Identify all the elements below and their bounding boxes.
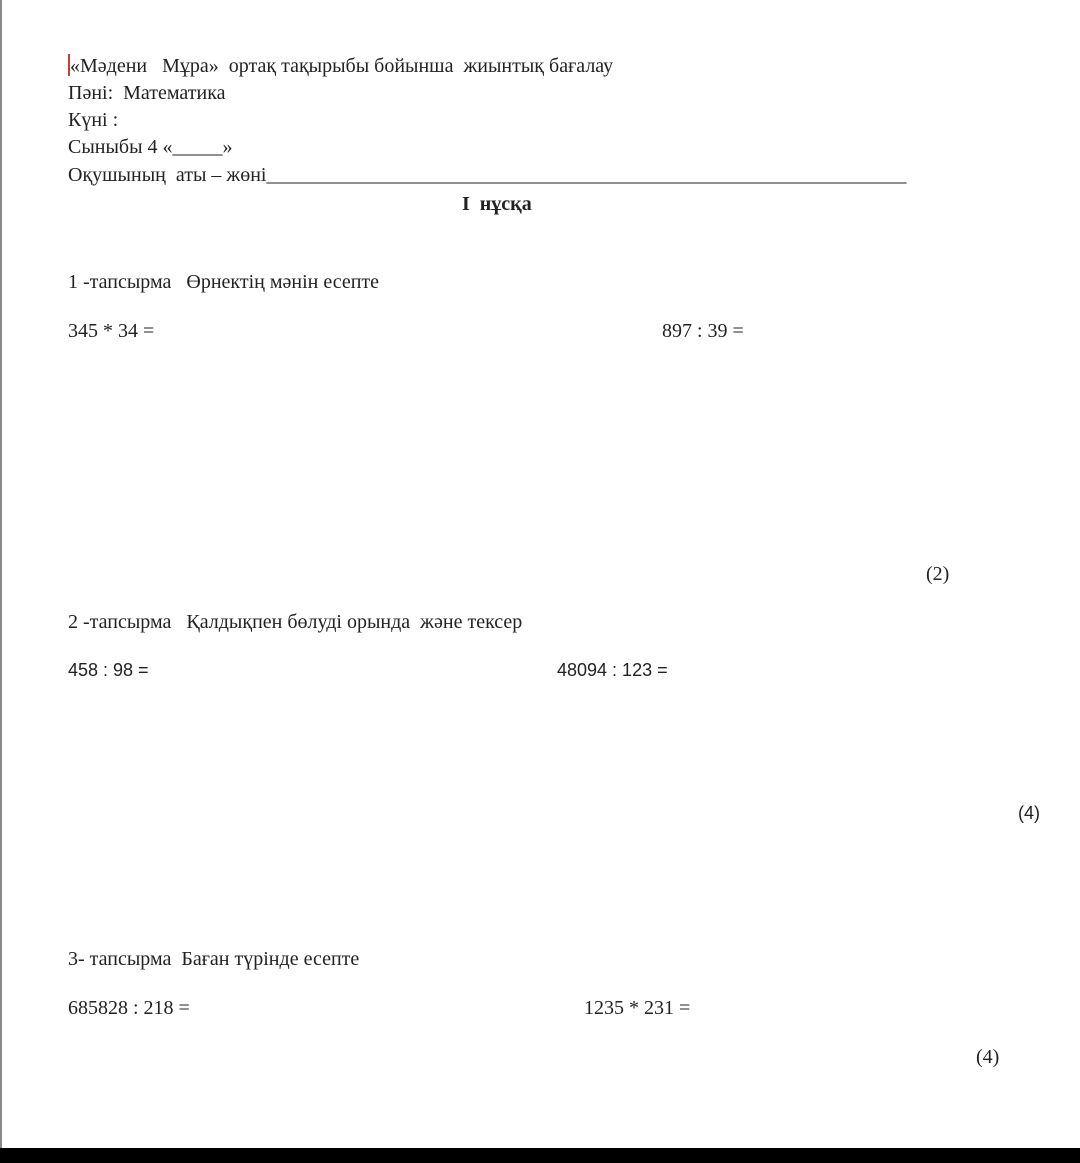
variant-heading: I нұсқа (462, 193, 532, 215)
student-name-line: Оқушының аты – жөні________________________________________________________________ (68, 164, 907, 186)
task-3-score: (4) (976, 1046, 1000, 1068)
task-3-left-expression: 685828 : 218 = (68, 997, 190, 1019)
date-line: Күні : (68, 109, 119, 131)
task-3-heading: 3- тапсырма Баған түрінде есепте (68, 948, 360, 970)
task-2-heading: 2 -тапсырма Қалдықпен бөлуді орында және тексер (68, 611, 523, 633)
document-title: «Мәдени Мұра» ортақ тақырыбы бойынша жиынтық бағалау (70, 55, 614, 77)
task-2-right-expression: 48094 : 123 = (557, 660, 668, 680)
task-1-right-expression: 897 : 39 = (662, 320, 744, 342)
task-2-left-expression: 458 : 98 = (68, 660, 149, 680)
task-2-score: (4) (1018, 803, 1040, 823)
task-1-score: (2) (926, 563, 950, 585)
task-3-right-expression: 1235 * 231 = (584, 997, 691, 1019)
subject-line: Пәні: Математика (68, 82, 226, 104)
task-1-left-expression: 345 * 34 = (68, 320, 155, 342)
task-1-heading: 1 -тапсырма Өрнектің мәнін есепте (68, 271, 380, 293)
grade-line: Сыныбы 4 «_____» (68, 136, 233, 158)
